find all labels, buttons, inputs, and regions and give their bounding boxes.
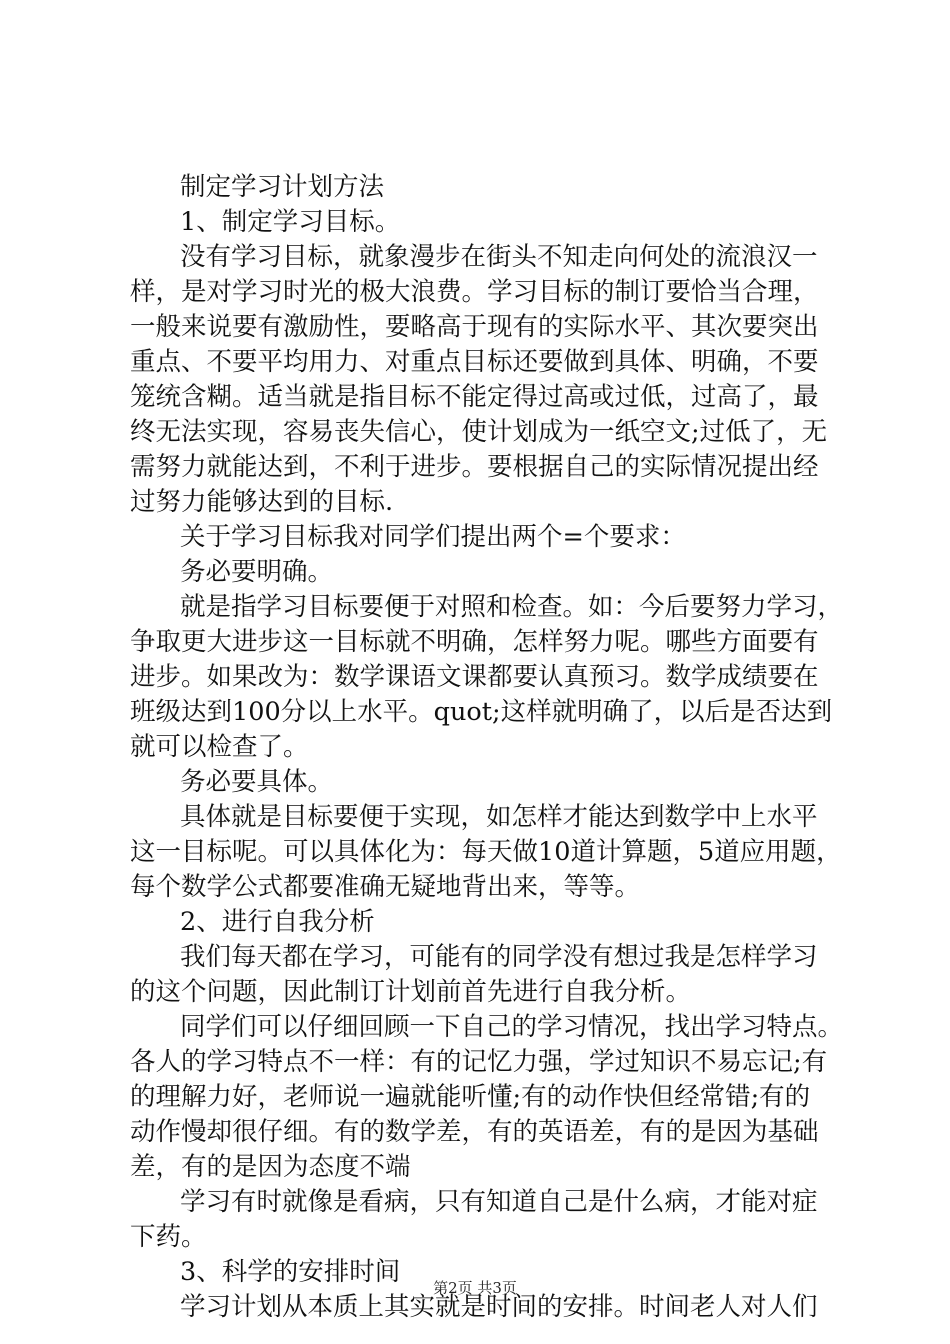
paragraph-line: 学习有时就像是看病，只有知道自己是什么病，才能对症 xyxy=(180,1187,818,1217)
paragraph-line: 没有学习目标，就象漫步在街头不知走向何处的流浪汉一 xyxy=(180,242,818,272)
paragraph-line: 就可以检查了。 xyxy=(130,732,309,762)
paragraph-line: 重点、不要平均用力、对重点目标还要做到具体、明确，不要 xyxy=(130,347,819,377)
paragraph-line: 过努力能够达到的目标. xyxy=(130,487,394,517)
paragraph-line: 下药。 xyxy=(130,1222,207,1252)
paragraph-line: 关于学习目标我对同学们提出两个=个要求： xyxy=(180,522,686,552)
paragraph-line: 就是指学习目标要便于对照和检查。如：今后要努力学习， xyxy=(180,592,844,622)
paragraph-line: 需努力就能达到，不利于进步。要根据自己的实际情况提出经 xyxy=(130,452,819,482)
paragraph-line: 每个数学公式都要准确无疑地背出来，等等。 xyxy=(130,872,641,902)
paragraph-line: 一般来说要有激励性，要略高于现有的实际水平、其次要突出 xyxy=(130,312,819,342)
subheading: 务必要明确。 xyxy=(180,557,334,587)
paragraph-line: 的理解力好，老师说一遍就能听懂;有的动作快但经常错;有的 xyxy=(130,1082,811,1112)
paragraph-line: 的这个问题，因此制订计划前首先进行自我分析。 xyxy=(130,977,692,1007)
paragraph-line: 学习计划从本质上其实就是时间的安排。时间老人对人们 xyxy=(180,1292,818,1322)
paragraph-line: 具体就是目标要便于实现，如怎样才能达到数学中上水平 xyxy=(180,802,818,832)
section-heading: 1、制定学习目标。 xyxy=(180,207,401,237)
paragraph-line: 我们每天都在学习，可能有的同学没有想过我是怎样学习 xyxy=(180,942,818,972)
paragraph-line: 争取更大进步这一目标就不明确，怎样努力呢。哪些方面要有 xyxy=(130,627,819,657)
paragraph-line: 笼统含糊。适当就是指目标不能定得过高或过低，过高了，最 xyxy=(130,382,819,412)
paragraph-line: 差，有的是因为态度不端 xyxy=(130,1152,411,1182)
paragraph-line: 动作慢却很仔细。有的数学差，有的英语差，有的是因为基础 xyxy=(130,1117,819,1147)
paragraph-line: 同学们可以仔细回顾一下自己的学习情况，找出学习特点。 xyxy=(180,1012,844,1042)
paragraph-line: 进步。如果改为：数学课语文课都要认真预习。数学成绩要在 xyxy=(130,662,819,692)
heading-title: 制定学习计划方法 xyxy=(180,172,385,202)
section-heading: 2、进行自我分析 xyxy=(180,907,375,937)
subheading: 务必要具体。 xyxy=(180,767,334,797)
paragraph-line: 终无法实现，容易丧失信心，使计划成为一纸空文;过低了，无 xyxy=(130,417,828,447)
paragraph-line: 各人的学习特点不一样：有的记忆力强，学过知识不易忘记;有 xyxy=(130,1047,828,1077)
paragraph-line: 这一目标呢。可以具体化为：每天做10道计算题，5道应用题， xyxy=(130,837,842,867)
page-footer: 第2页 共3页 xyxy=(433,1279,517,1297)
paragraph-line: 样，是对学习时光的极大浪费。学习目标的制订要恰当合理， xyxy=(130,277,819,307)
section-heading: 3、科学的安排时间 xyxy=(180,1257,401,1287)
paragraph-line: 班级达到100分以上水平。quot;这样就明确了，以后是否达到 xyxy=(130,697,833,727)
